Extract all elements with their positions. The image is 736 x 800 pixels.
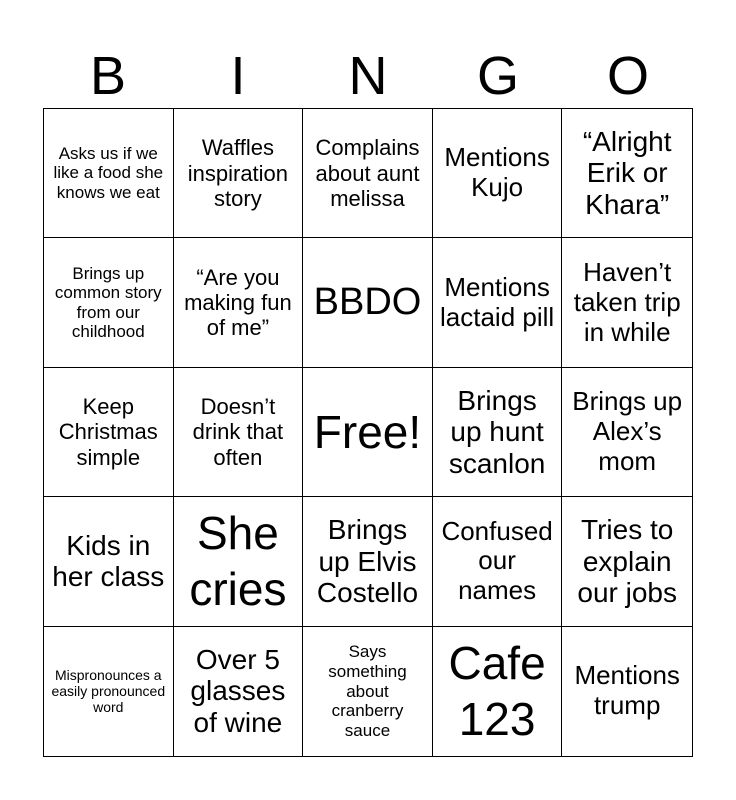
bingo-cell-r5c2[interactable]: Over 5 glasses of wine bbox=[174, 627, 304, 756]
header-letter-g: G bbox=[476, 46, 519, 106]
bingo-cell-r3c2[interactable]: Doesn’t drink that often bbox=[174, 368, 304, 497]
bingo-cell-r4c4[interactable]: Confused our names bbox=[433, 497, 563, 626]
bingo-cell-r2c4[interactable]: Mentions lactaid pill bbox=[433, 238, 563, 367]
bingo-cell-r5c1[interactable]: Mispronounces a easily pronounced word bbox=[44, 627, 174, 756]
bingo-header bbox=[43, 44, 693, 108]
bingo-cell-r5c3[interactable]: Says something about cranberry sauce bbox=[303, 627, 433, 756]
bingo-cell-r1c4[interactable]: Mentions Kujo bbox=[433, 109, 563, 238]
bingo-cell-r3c5[interactable]: Brings up Alex’s mom bbox=[562, 368, 692, 497]
bingo-board bbox=[43, 108, 693, 757]
bingo-cell-r3c1[interactable]: Keep Christmas simple bbox=[44, 368, 174, 497]
header-letter-o: O bbox=[606, 46, 649, 106]
bingo-cell-r1c3[interactable]: Complains about aunt melissa bbox=[303, 109, 433, 238]
header-letter-i: I bbox=[230, 46, 246, 106]
bingo-cell-r1c1[interactable]: Asks us if we like a food she knows we eat bbox=[44, 109, 174, 238]
free-space-cell[interactable]: Free! bbox=[303, 368, 433, 497]
bingo-cell-r4c5[interactable]: Tries to explain our jobs bbox=[562, 497, 692, 626]
bingo-cell-r3c4[interactable]: Brings up hunt scanlon bbox=[433, 368, 563, 497]
bingo-cell-r4c3[interactable]: Brings up Elvis Costello bbox=[303, 497, 433, 626]
bingo-cell-r2c5[interactable]: Haven’t taken trip in while bbox=[562, 238, 692, 367]
bingo-cell-r2c1[interactable]: Brings up common story from our childhood bbox=[44, 238, 174, 367]
bingo-cell-r4c2[interactable]: She cries bbox=[174, 497, 304, 626]
bingo-cell-r1c2[interactable]: Waffles inspiration story bbox=[174, 109, 304, 238]
bingo-cell-r1c5[interactable]: “Alright Erik or Khara” bbox=[562, 109, 692, 238]
header-letter-n: N bbox=[348, 46, 388, 106]
bingo-cell-r5c4[interactable]: Cafe 123 bbox=[433, 627, 563, 756]
bingo-cell-r4c1[interactable]: Kids in her class bbox=[44, 497, 174, 626]
bingo-cell-r5c5[interactable]: Mentions trump bbox=[574, 660, 680, 721]
header-letter-b: B bbox=[89, 46, 127, 106]
bingo-cell-r2c3[interactable]: BBDO bbox=[303, 238, 433, 367]
bingo-cell-r2c2[interactable]: “Are you making fun of me” bbox=[174, 238, 304, 367]
